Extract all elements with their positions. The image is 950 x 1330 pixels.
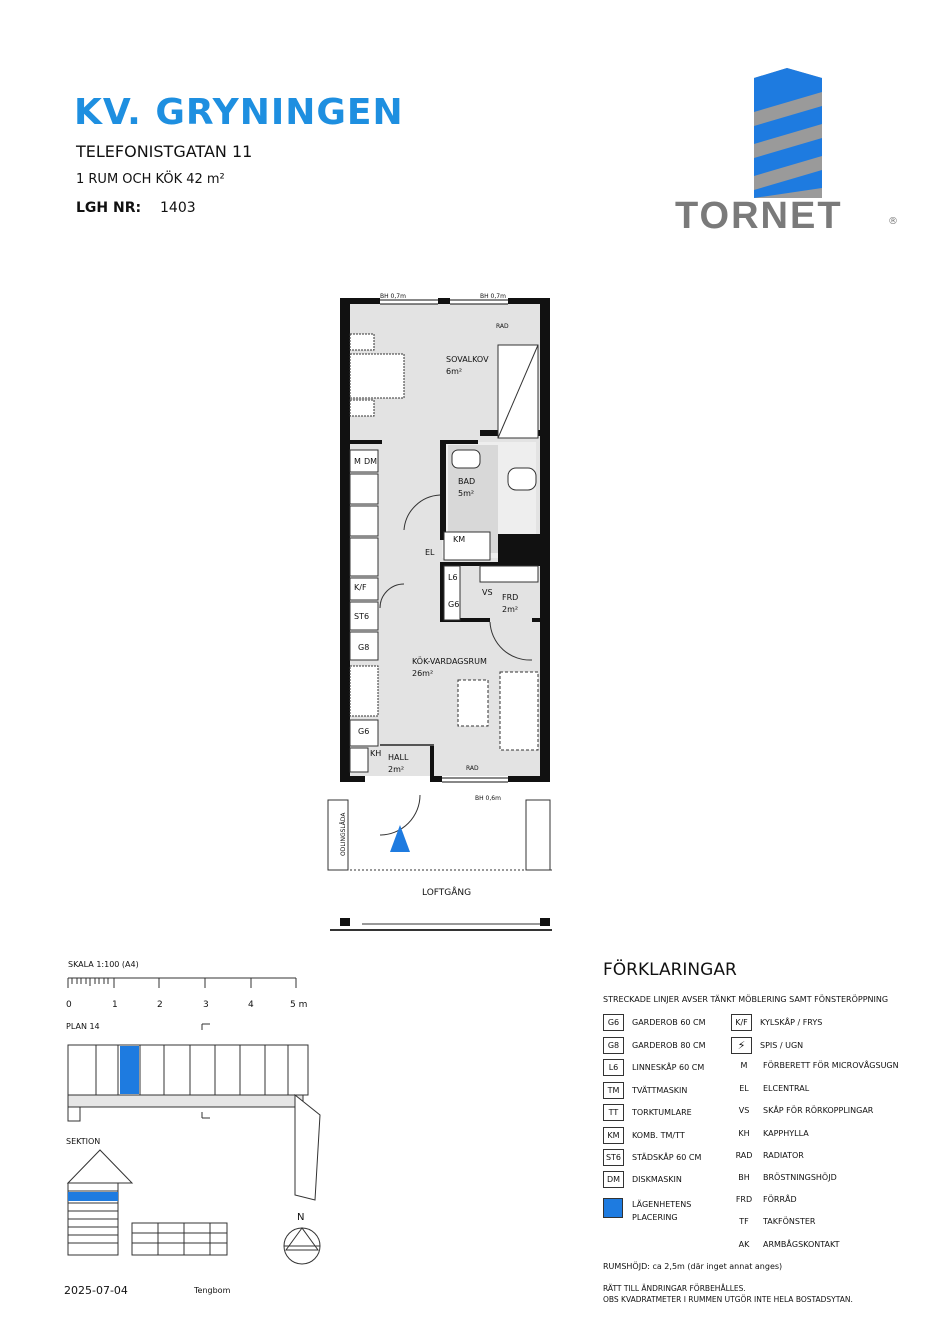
stove (350, 538, 378, 576)
room-sovalkov: SOVALKOV (446, 355, 489, 364)
section-drawing (60, 1145, 260, 1260)
code-g6-hall: G6 (358, 727, 370, 736)
apartment-placement-plan (120, 1046, 139, 1094)
legend-item: TM TVÄTTMASKIN (603, 1082, 687, 1099)
entrance-arrow (390, 825, 410, 852)
legend-title: FÖRKLARINGAR (603, 960, 737, 980)
date: 2025-07-04 (64, 1284, 128, 1297)
code-g8: G8 (358, 643, 370, 652)
room-sovalkov-area: 6m² (446, 367, 463, 376)
legend-item: G6 GARDEROB 60 CM (603, 1014, 706, 1031)
section-label: SEKTION (66, 1137, 101, 1146)
legend-item: RAD RADIATOR (735, 1151, 804, 1160)
rad-label-2: RAD (466, 765, 479, 772)
area-note: OBS KVADRATMETER I RUMMEN UTGÖR INTE HELA BOSTADSYTAN. (603, 1295, 853, 1304)
legend-item: DM DISKMASKIN (603, 1171, 682, 1188)
rights-note: RÄTT TILL ÄNDRINGAR FÖRBEHÅLLES. (603, 1284, 746, 1293)
legend-item: ST6 STÄDSKÅP 60 CM (603, 1149, 701, 1166)
code-el: EL (425, 548, 435, 557)
legend-item: VS SKÅP FÖR RÖRKOPPLINGAR (738, 1106, 874, 1115)
scale-tick-0: 0 (66, 1000, 72, 1010)
toilet (508, 468, 536, 490)
room-kok-area: 26m² (412, 669, 434, 678)
legend-item: AK ARMBÅGSKONTAKT (738, 1240, 840, 1249)
scale-tick-1: 1 (112, 1000, 118, 1010)
room-hall: HALL (388, 753, 409, 762)
street-address: TELEFONISTGATAN 11 (76, 142, 253, 161)
scale-tick-4: 4 (248, 1000, 254, 1010)
legend-item: TF TAKFÖNSTER (739, 1217, 816, 1226)
legend-item: BH BRÖSTNINGSHÖJD (738, 1173, 837, 1182)
code-g6-frd: G6 (448, 600, 460, 609)
architect: Tengbom (194, 1286, 231, 1295)
legend-item: EL ELCENTRAL (739, 1084, 810, 1093)
scale-tick-2: 2 (157, 1000, 163, 1010)
project-title: KV. GRYNINGEN (74, 92, 404, 133)
odlingslada-label: ODLINGSLÅDA (340, 812, 347, 856)
placement-swatch (603, 1198, 623, 1218)
room-frd: FRD (502, 593, 519, 602)
scale-bar (66, 972, 306, 992)
apartment-number: 1403 (160, 200, 196, 216)
bh-label-1: BH 0,7m (380, 293, 406, 300)
registered-mark: ® (888, 216, 898, 227)
legend-item: L6 LINNESKÅP 60 CM (603, 1059, 704, 1076)
table (458, 680, 488, 726)
shaft (498, 534, 540, 562)
wall-right (540, 298, 550, 782)
bath-wall (440, 440, 446, 540)
room-frd-area: 2m² (502, 605, 519, 614)
floor-plan (320, 290, 570, 940)
room-hall-area: 2m² (388, 765, 405, 774)
logo-wordmark: TORNET (675, 195, 843, 237)
scale-label: SKALA 1:100 (A4) (68, 960, 139, 969)
code-kf: K/F (354, 583, 367, 592)
wall-left (340, 298, 350, 782)
north-label: N (297, 1212, 305, 1223)
code-kh: KH (370, 749, 382, 758)
apartment-number-label: LGH NR: (76, 200, 142, 216)
legend-item: KM KOMB. TM/TT (603, 1127, 685, 1144)
code-km: KM (453, 535, 466, 544)
legend-item: FRD FÖRRÅD (735, 1195, 797, 1204)
room-kok: KÖK-VARDAGSRUM (412, 657, 487, 666)
legend-item: G8 GARDEROB 80 CM (603, 1037, 706, 1054)
room-bad-area: 5m² (458, 489, 475, 498)
legend-item: KH KAPPHYLLA (738, 1129, 809, 1138)
sofa (500, 672, 538, 750)
plan-label: PLAN 14 (66, 1022, 100, 1031)
ceiling-height-note: RUMSHÖJD: ca 2,5m (där inget annat anges) (603, 1262, 783, 1271)
bh-label-3: BH 0,6m (475, 795, 501, 802)
room-bad: BAD (458, 477, 476, 486)
code-m: M (354, 457, 361, 466)
stove-icon: ⚡ (731, 1037, 752, 1054)
scale-tick-3: 3 (203, 1000, 209, 1010)
legend-item: K/F KYLSKÅP / FRYS (731, 1014, 822, 1031)
rad-label-1: RAD (496, 323, 509, 330)
code-st6: ST6 (354, 612, 370, 621)
apartment-type: 1 RUM OCH KÖK 42 m² (76, 172, 225, 187)
code-dm: DM (364, 457, 378, 466)
apartment-placement-section (68, 1192, 118, 1201)
loftgang-label: LOFTGÅNG (422, 888, 472, 898)
legend-item: M FÖRBERETT FÖR MICROVÅGSUGN (740, 1061, 899, 1070)
sink (452, 450, 480, 468)
code-l6: L6 (448, 573, 458, 582)
legend-item: TT TORKTUMLARE (603, 1104, 692, 1121)
code-vs: VS (482, 588, 493, 597)
scale-tick-5: 5 m (290, 1000, 308, 1010)
legend-item: ⚡ SPIS / UGN (731, 1037, 803, 1054)
legend-placement: LÄGENHETENS PLACERING (603, 1198, 691, 1224)
bh-label-2: BH 0,7m (480, 293, 506, 300)
legend-subtitle: STRECKADE LINJER AVSER TÄNKT MÖBLERING SAMT FÖNSTERÖPPNING (603, 995, 889, 1004)
